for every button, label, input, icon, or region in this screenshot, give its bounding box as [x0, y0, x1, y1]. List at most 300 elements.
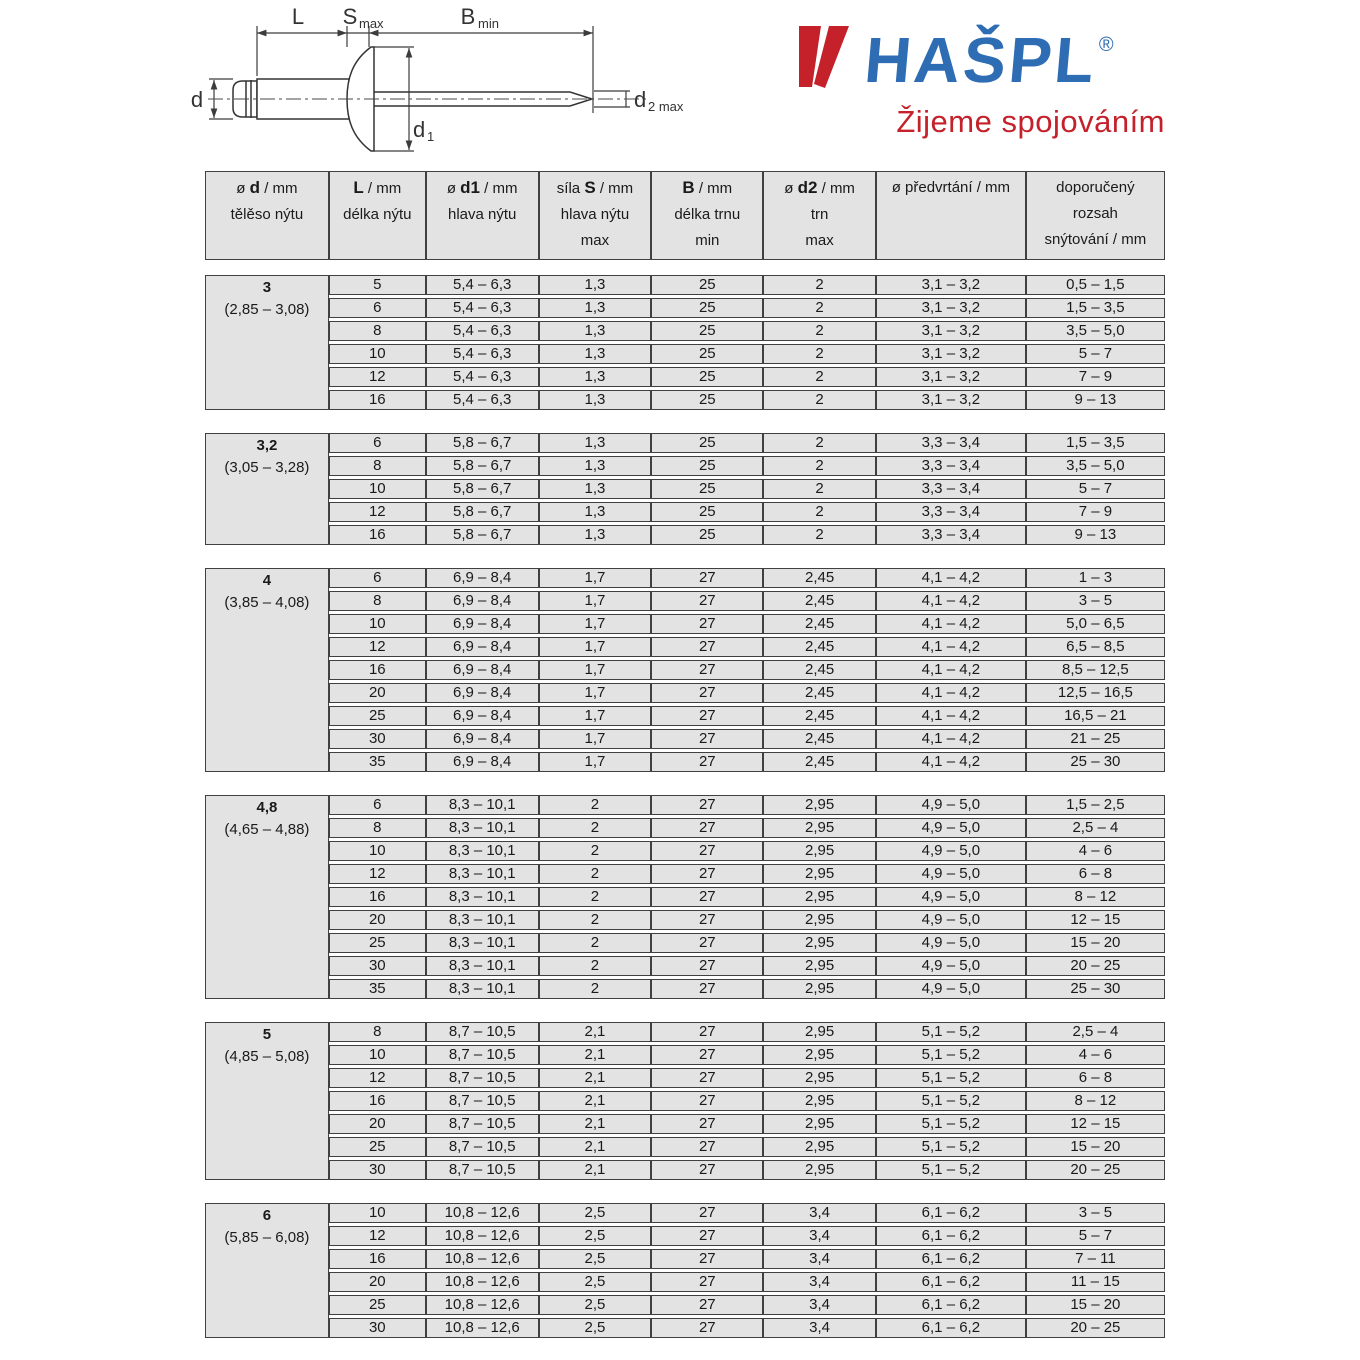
data-cell: 5 – 7	[1026, 479, 1165, 499]
data-cell: 2,95	[763, 795, 876, 815]
header-symbol: L	[353, 178, 364, 197]
data-cell: 25	[651, 344, 763, 364]
table-row	[205, 729, 1165, 749]
data-cell: 25	[651, 367, 763, 387]
data-cell: 5,1 – 5,2	[876, 1022, 1026, 1042]
data-cell: 2,1	[539, 1068, 652, 1088]
data-cell: 3,4	[763, 1226, 876, 1246]
data-cell: 5 – 7	[1026, 344, 1165, 364]
data-cell: 27	[651, 795, 763, 815]
dim-label-d2-sub: 2 max	[648, 99, 684, 114]
data-cell: 2	[539, 841, 652, 861]
data-cell: 4,1 – 4,2	[876, 614, 1026, 634]
data-cell: 3 – 5	[1026, 1203, 1165, 1223]
table-row	[205, 1068, 1165, 1088]
table-row	[205, 479, 1165, 499]
dim-label-L: L	[291, 4, 305, 29]
data-cell: 27	[651, 1137, 763, 1157]
data-cell: 2	[763, 456, 876, 476]
data-cell: 2,95	[763, 818, 876, 838]
table-row	[205, 1226, 1165, 1246]
data-cell: 1,7	[539, 706, 652, 726]
spec-table-groups	[205, 272, 1165, 1341]
header-text: / mm	[480, 180, 518, 197]
data-cell: 4,1 – 4,2	[876, 591, 1026, 611]
data-cell: 27	[651, 1045, 763, 1065]
data-cell: 8,3 – 10,1	[426, 910, 539, 930]
data-cell: 2,1	[539, 1160, 652, 1180]
dimension-labels	[191, 4, 684, 144]
data-cell: 1,5 – 3,5	[1026, 433, 1165, 453]
data-cell: 6,1 – 6,2	[876, 1226, 1026, 1246]
data-cell: 4,1 – 4,2	[876, 752, 1026, 772]
data-cell: 27	[651, 1295, 763, 1315]
data-cell: 10	[329, 344, 426, 364]
data-cell: 4 – 6	[1026, 841, 1165, 861]
data-cell: 2,95	[763, 910, 876, 930]
data-cell: 2,1	[539, 1114, 652, 1134]
header-text: / mm	[595, 180, 634, 197]
column-header-line1	[208, 175, 326, 202]
data-cell: 16	[329, 1091, 426, 1111]
data-cell: 3,3 – 3,4	[876, 433, 1026, 453]
table-row	[205, 344, 1165, 364]
data-cell: 4,9 – 5,0	[876, 956, 1026, 976]
data-cell: 27	[651, 1226, 763, 1246]
data-cell: 5,1 – 5,2	[876, 1091, 1026, 1111]
data-cell: 35	[329, 979, 426, 999]
data-cell: 1,5 – 2,5	[1026, 795, 1165, 815]
table-row	[205, 956, 1165, 976]
data-cell: 4,9 – 5,0	[876, 841, 1026, 861]
size-value: 5	[262, 1026, 272, 1043]
data-cell: 10	[329, 841, 426, 861]
data-cell: 2,5	[539, 1249, 652, 1269]
data-cell: 12	[329, 502, 426, 522]
data-cell: 30	[329, 1160, 426, 1180]
data-cell: 5,4 – 6,3	[426, 298, 539, 318]
data-cell: 1,3	[539, 390, 652, 410]
data-cell: 2,45	[763, 729, 876, 749]
data-cell: 5	[329, 275, 426, 295]
size-range: (4,85 – 5,08)	[224, 1048, 310, 1065]
data-cell: 8,7 – 10,5	[426, 1068, 539, 1088]
table-row	[205, 1137, 1165, 1157]
data-cell: 2,95	[763, 956, 876, 976]
header-text: ø předvrtání / mm	[891, 179, 1011, 196]
table-row	[205, 660, 1165, 680]
data-cell: 15 – 20	[1026, 1137, 1165, 1157]
data-cell: 8,7 – 10,5	[426, 1091, 539, 1111]
table-row	[205, 1272, 1165, 1292]
table-row	[205, 367, 1165, 387]
data-cell: 6,9 – 8,4	[426, 591, 539, 611]
data-cell: 27	[651, 683, 763, 703]
data-cell: 10,8 – 12,6	[426, 1203, 539, 1223]
data-cell: 5,0 – 6,5	[1026, 614, 1165, 634]
data-cell: 5,1 – 5,2	[876, 1160, 1026, 1180]
data-cell: 12 – 15	[1026, 1114, 1165, 1134]
data-cell: 27	[651, 887, 763, 907]
data-cell: 27	[651, 1318, 763, 1338]
data-cell: 25 – 30	[1026, 752, 1165, 772]
logo-row	[793, 24, 1169, 96]
data-cell: 3,3 – 3,4	[876, 525, 1026, 545]
data-cell: 1,3	[539, 433, 652, 453]
column-header-1	[329, 171, 426, 260]
data-cell: 27	[651, 1160, 763, 1180]
data-cell: 27	[651, 568, 763, 588]
table-row	[205, 614, 1165, 634]
column-header-line1	[1029, 175, 1162, 201]
size-group-table	[205, 565, 1165, 775]
data-cell: 6,9 – 8,4	[426, 729, 539, 749]
data-cell: 8,7 – 10,5	[426, 1160, 539, 1180]
data-cell: 30	[329, 1318, 426, 1338]
data-cell: 8 – 12	[1026, 887, 1165, 907]
data-cell: 5,8 – 6,7	[426, 479, 539, 499]
data-cell: 27	[651, 1114, 763, 1134]
data-cell: 5,1 – 5,2	[876, 1045, 1026, 1065]
data-cell: 2	[539, 910, 652, 930]
table-row	[205, 1114, 1165, 1134]
column-header-3	[539, 171, 652, 260]
data-cell: 16	[329, 1249, 426, 1269]
data-cell: 27	[651, 1272, 763, 1292]
data-cell: 8,3 – 10,1	[426, 956, 539, 976]
data-cell: 6,5 – 8,5	[1026, 637, 1165, 657]
data-cell: 1,3	[539, 367, 652, 387]
dim-label-B-sub: min	[478, 16, 499, 31]
data-cell: 10,8 – 12,6	[426, 1295, 539, 1315]
size-group-table	[205, 272, 1165, 413]
data-cell: 27	[651, 979, 763, 999]
data-cell: 2	[763, 344, 876, 364]
data-cell: 12	[329, 367, 426, 387]
table-row	[205, 568, 1165, 588]
table-row	[205, 933, 1165, 953]
logo-wordmark: HAŠPL	[861, 24, 1101, 96]
size-value: 3,2	[256, 437, 278, 454]
table-row	[205, 910, 1165, 930]
data-cell: 6,9 – 8,4	[426, 706, 539, 726]
data-cell: 16	[329, 390, 426, 410]
column-header-subline: max	[580, 232, 610, 249]
data-cell: 2	[539, 956, 652, 976]
spec-header-table	[205, 168, 1165, 263]
data-cell: 6,9 – 8,4	[426, 683, 539, 703]
data-cell: 8,3 – 10,1	[426, 887, 539, 907]
data-cell: 8 – 12	[1026, 1091, 1165, 1111]
data-cell: 30	[329, 729, 426, 749]
data-cell: 5,1 – 5,2	[876, 1068, 1026, 1088]
data-cell: 2,95	[763, 1160, 876, 1180]
data-cell: 27	[651, 864, 763, 884]
data-cell: 0,5 – 1,5	[1026, 275, 1165, 295]
table-row	[205, 456, 1165, 476]
table-row	[205, 525, 1165, 545]
data-cell: 8	[329, 321, 426, 341]
data-cell: 2,95	[763, 864, 876, 884]
data-cell: 25	[651, 525, 763, 545]
data-cell: 2,45	[763, 752, 876, 772]
data-cell: 10	[329, 614, 426, 634]
rivet-diagram	[0, 0, 700, 164]
table-row	[205, 1160, 1165, 1180]
table-row	[205, 1022, 1165, 1042]
data-cell: 5,8 – 6,7	[426, 456, 539, 476]
data-cell: 4,9 – 5,0	[876, 864, 1026, 884]
header-text: / mm	[694, 180, 733, 197]
size-cell	[205, 795, 329, 999]
data-cell: 8,3 – 10,1	[426, 795, 539, 815]
size-group-table	[205, 430, 1165, 548]
data-cell: 12,5 – 16,5	[1026, 683, 1165, 703]
data-cell: 27	[651, 1022, 763, 1042]
column-header-subline: min	[695, 232, 720, 249]
header-symbol: S	[584, 178, 596, 197]
column-header-subline: trn	[810, 206, 829, 223]
data-cell: 8,3 – 10,1	[426, 818, 539, 838]
data-cell: 6,9 – 8,4	[426, 568, 539, 588]
data-cell: 1,7	[539, 568, 652, 588]
data-cell: 8,5 – 12,5	[1026, 660, 1165, 680]
column-header-subline: max	[805, 232, 834, 249]
header-text: ø	[784, 180, 798, 197]
data-cell: 2,45	[763, 614, 876, 634]
column-header-4	[651, 171, 763, 260]
column-header-line1	[766, 175, 873, 202]
dim-label-d1-sub: 1	[427, 129, 435, 144]
table-row	[205, 321, 1165, 341]
dim-label-B: B	[460, 4, 476, 29]
data-cell: 8,7 – 10,5	[426, 1114, 539, 1134]
table-row	[205, 275, 1165, 295]
data-cell: 3,3 – 3,4	[876, 456, 1026, 476]
data-cell: 5,8 – 6,7	[426, 433, 539, 453]
data-cell: 8	[329, 818, 426, 838]
data-cell: 2,1	[539, 1091, 652, 1111]
data-cell: 25	[651, 390, 763, 410]
column-header-line1	[879, 175, 1023, 201]
data-cell: 4,9 – 5,0	[876, 933, 1026, 953]
data-cell: 2,95	[763, 1114, 876, 1134]
data-cell: 2,95	[763, 887, 876, 907]
data-cell: 27	[651, 1203, 763, 1223]
data-cell: 25	[329, 1137, 426, 1157]
data-cell: 27	[651, 1091, 763, 1111]
table-row	[205, 795, 1165, 815]
data-cell: 2,45	[763, 568, 876, 588]
logo-mark-icon	[793, 24, 855, 90]
data-cell: 4,1 – 4,2	[876, 729, 1026, 749]
data-cell: 3,3 – 3,4	[876, 502, 1026, 522]
data-cell: 1,3	[539, 479, 652, 499]
data-cell: 20 – 25	[1026, 956, 1165, 976]
table-row	[205, 298, 1165, 318]
column-header-subline: hlava nýtu	[447, 206, 517, 223]
data-cell: 6,9 – 8,4	[426, 660, 539, 680]
data-cell: 2,1	[539, 1022, 652, 1042]
data-cell: 1,7	[539, 660, 652, 680]
data-cell: 6,9 – 8,4	[426, 752, 539, 772]
data-cell: 6 – 8	[1026, 1068, 1165, 1088]
table-row	[205, 433, 1165, 453]
header-text: ø	[446, 180, 461, 197]
dim-label-d: d	[190, 87, 204, 112]
column-header-subline: délka trnu	[674, 206, 741, 223]
data-cell: 2,45	[763, 706, 876, 726]
data-cell: 27	[651, 591, 763, 611]
data-cell: 10,8 – 12,6	[426, 1249, 539, 1269]
data-cell: 1,7	[539, 614, 652, 634]
size-cell	[205, 1203, 329, 1338]
data-cell: 3,4	[763, 1295, 876, 1315]
data-cell: 27	[651, 910, 763, 930]
data-cell: 12 – 15	[1026, 910, 1165, 930]
data-cell: 4 – 6	[1026, 1045, 1165, 1065]
data-cell: 2,1	[539, 1045, 652, 1065]
header-text: ø	[236, 180, 250, 197]
dim-label-S-sub: max	[359, 16, 384, 31]
data-cell: 2	[763, 390, 876, 410]
data-cell: 2	[763, 321, 876, 341]
data-cell: 2,5	[539, 1295, 652, 1315]
header-row	[205, 171, 1165, 260]
data-cell: 27	[651, 1068, 763, 1088]
data-cell: 2,95	[763, 1137, 876, 1157]
column-header-7	[1026, 171, 1165, 260]
data-cell: 25	[329, 1295, 426, 1315]
data-cell: 12	[329, 1226, 426, 1246]
column-header-line1	[332, 175, 423, 202]
table-row	[205, 1249, 1165, 1269]
data-cell: 3,1 – 3,2	[876, 321, 1026, 341]
data-cell: 6,1 – 6,2	[876, 1203, 1026, 1223]
table-row	[205, 1203, 1165, 1223]
size-range: (2,85 – 3,08)	[224, 301, 310, 318]
data-cell: 27	[651, 956, 763, 976]
data-cell: 2,95	[763, 979, 876, 999]
table-row	[205, 979, 1165, 999]
data-cell: 6,1 – 6,2	[876, 1249, 1026, 1269]
data-cell: 20	[329, 910, 426, 930]
table-row	[205, 1295, 1165, 1315]
data-cell: 2,45	[763, 683, 876, 703]
data-cell: 20 – 25	[1026, 1160, 1165, 1180]
table-row	[205, 1091, 1165, 1111]
data-cell: 4,9 – 5,0	[876, 818, 1026, 838]
table-row	[205, 637, 1165, 657]
data-cell: 2,95	[763, 1091, 876, 1111]
data-cell: 5,8 – 6,7	[426, 502, 539, 522]
data-cell: 10,8 – 12,6	[426, 1318, 539, 1338]
data-cell: 16,5 – 21	[1026, 706, 1165, 726]
data-cell: 25	[329, 706, 426, 726]
data-cell: 8,3 – 10,1	[426, 864, 539, 884]
data-cell: 27	[651, 706, 763, 726]
dim-label-S: S	[342, 4, 358, 29]
data-cell: 8,7 – 10,5	[426, 1045, 539, 1065]
size-cell	[205, 275, 329, 410]
header-text: doporučený	[1056, 179, 1135, 196]
data-cell: 10	[329, 1203, 426, 1223]
size-range: (3,85 – 4,08)	[224, 594, 310, 611]
data-cell: 4,9 – 5,0	[876, 887, 1026, 907]
data-cell: 10	[329, 1045, 426, 1065]
data-cell: 2,95	[763, 1022, 876, 1042]
table-row	[205, 1045, 1165, 1065]
data-cell: 8	[329, 456, 426, 476]
data-cell: 5,4 – 6,3	[426, 275, 539, 295]
data-cell: 5,1 – 5,2	[876, 1137, 1026, 1157]
data-cell: 2,5 – 4	[1026, 1022, 1165, 1042]
data-cell: 1,7	[539, 591, 652, 611]
data-cell: 11 – 15	[1026, 1272, 1165, 1292]
data-cell: 27	[651, 752, 763, 772]
data-cell: 2,1	[539, 1137, 652, 1157]
data-cell: 3 – 5	[1026, 591, 1165, 611]
data-cell: 2,95	[763, 933, 876, 953]
data-cell: 7 – 9	[1026, 502, 1165, 522]
data-cell: 4,9 – 5,0	[876, 979, 1026, 999]
data-cell: 25	[651, 433, 763, 453]
size-group-table	[205, 792, 1165, 1002]
data-cell: 25	[651, 298, 763, 318]
data-cell: 20	[329, 683, 426, 703]
data-cell: 8,7 – 10,5	[426, 1137, 539, 1157]
data-cell: 3,3 – 3,4	[876, 479, 1026, 499]
table-row	[205, 1318, 1165, 1338]
data-cell: 25 – 30	[1026, 979, 1165, 999]
size-value: 6	[262, 1207, 272, 1224]
table-row	[205, 706, 1165, 726]
column-header-subline: délka nýtu	[343, 206, 412, 223]
data-cell: 6,1 – 6,2	[876, 1318, 1026, 1338]
data-cell: 15 – 20	[1026, 1295, 1165, 1315]
data-cell: 20 – 25	[1026, 1318, 1165, 1338]
data-cell: 3,1 – 3,2	[876, 275, 1026, 295]
data-cell: 25	[651, 456, 763, 476]
data-cell: 25	[651, 321, 763, 341]
data-cell: 8,3 – 10,1	[426, 933, 539, 953]
logo-tagline: Žijeme spojováním	[896, 104, 1165, 139]
data-cell: 8	[329, 1022, 426, 1042]
data-cell: 3,4	[763, 1318, 876, 1338]
column-header-subline: hlava nýtu	[560, 206, 630, 223]
data-cell: 8	[329, 591, 426, 611]
data-cell: 7 – 11	[1026, 1249, 1165, 1269]
data-cell: 3,4	[763, 1272, 876, 1292]
data-cell: 6,9 – 8,4	[426, 614, 539, 634]
size-range: (4,65 – 4,88)	[224, 821, 310, 838]
data-cell: 1,3	[539, 298, 652, 318]
data-cell: 30	[329, 956, 426, 976]
data-cell: 1,7	[539, 752, 652, 772]
data-cell: 1,7	[539, 683, 652, 703]
table-row	[205, 818, 1165, 838]
data-cell: 2	[539, 795, 652, 815]
logo-block	[793, 24, 1169, 140]
data-cell: 16	[329, 660, 426, 680]
data-cell: 5,8 – 6,7	[426, 525, 539, 545]
column-header-line1	[542, 175, 649, 202]
data-cell: 1,3	[539, 275, 652, 295]
data-cell: 2	[539, 818, 652, 838]
data-cell: 35	[329, 752, 426, 772]
data-cell: 4,1 – 4,2	[876, 706, 1026, 726]
table-row	[205, 864, 1165, 884]
